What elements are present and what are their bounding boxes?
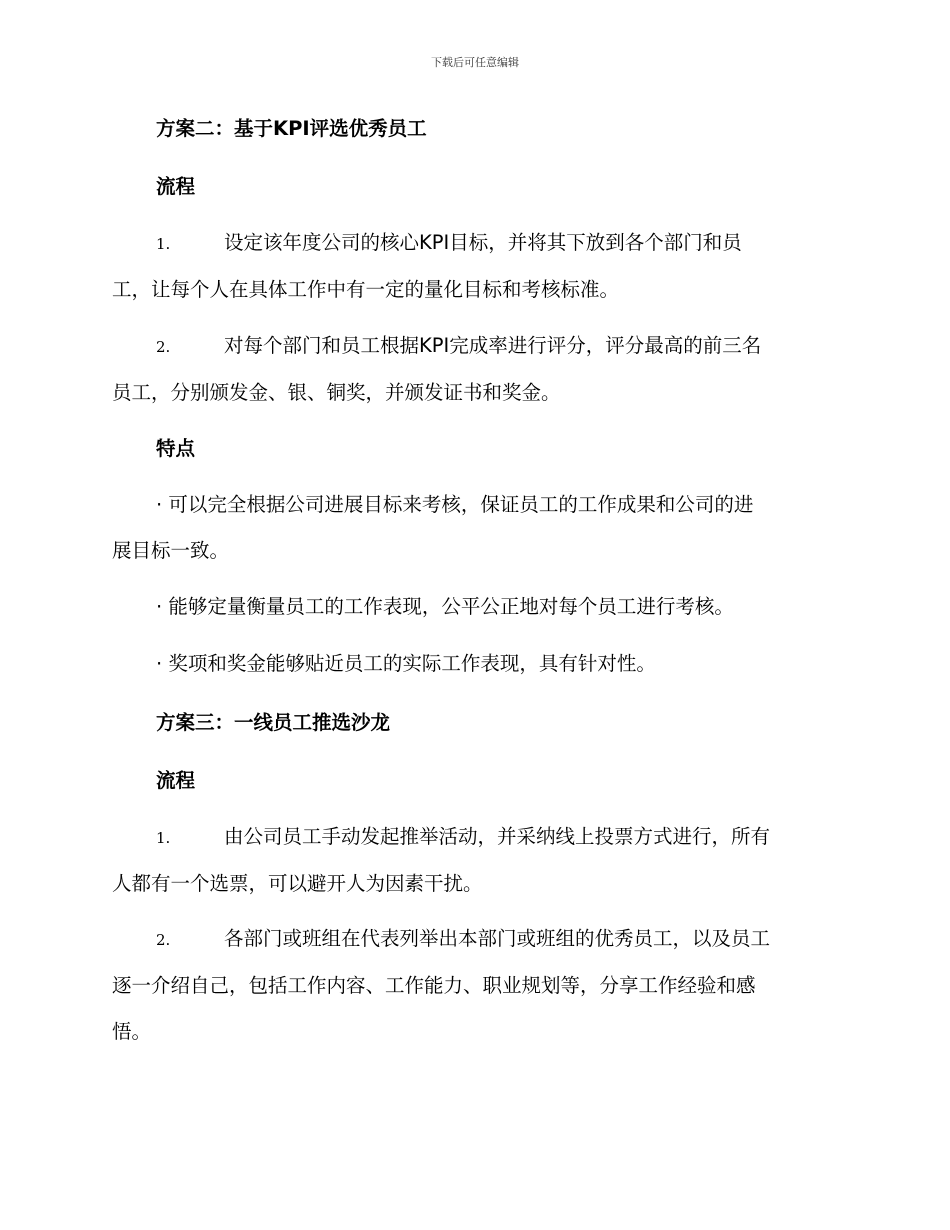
page-header: 下载后可任意编辑: [431, 56, 519, 69]
section3-step-2: [112, 916, 832, 1055]
step-number: 1.: [156, 829, 171, 847]
feature-text-line: 展目标一致。: [112, 539, 230, 562]
feature-text-line: · 能够定量衡量员工的工作表现，公平公正地对每个员工进行考核。: [156, 595, 734, 618]
step-number: 2.: [156, 338, 171, 356]
step-number: 1.: [156, 235, 171, 253]
feature-text-line: · 奖项和奖金能够贴近员工的实际工作表现，具有针对性。: [156, 652, 656, 675]
step-text-line: 工，让每个人在具体工作中有一定的量化目标和考核标准。: [112, 278, 620, 301]
step-text-line: 对每个部门和员工根据KPI完成率进行评分，评分最高的前三名: [224, 334, 762, 357]
section2-step-2: [112, 323, 832, 416]
step-text-line: 悟。: [112, 1020, 152, 1043]
step-text-line: 员工，分别颁发金、银、铜奖，并颁发证书和奖金。: [112, 381, 561, 404]
section2-title: 方案二：基于KPI评选优秀员工: [156, 117, 427, 140]
section3-flow-heading: 流程: [156, 769, 196, 792]
step-text-line: 由公司员工手动发起推举活动，并采纳线上投票方式进行，所有: [224, 825, 771, 848]
section2-features-heading: 特点: [156, 437, 196, 460]
step-text-line: 设定该年度公司的核心KPI目标，并将其下放到各个部门和员: [224, 231, 742, 254]
section3-title: 方案三：一线员工推选沙龙: [156, 711, 391, 734]
section2-flow-heading: 流程: [156, 175, 196, 198]
step-number: 2.: [156, 931, 171, 949]
feature-text-line: · 可以完全根据公司进展目标来考核，保证员工的工作成果和公司的进: [156, 493, 754, 516]
feature-item: [112, 482, 832, 574]
step-text-line: 人都有一个选票，可以避开人为因素干扰。: [112, 872, 483, 895]
feature-item: [112, 641, 832, 687]
section3-step-1: [112, 814, 832, 907]
feature-item: [112, 584, 832, 630]
step-text-line: 逐一介绍自己，包括工作内容、工作能力、职业规划等，分享工作经验和感: [112, 974, 756, 997]
section2-step-1: [112, 220, 832, 313]
step-text-line: 各部门或班组在代表列举出本部门或班组的优秀员工，以及员工: [224, 927, 771, 950]
